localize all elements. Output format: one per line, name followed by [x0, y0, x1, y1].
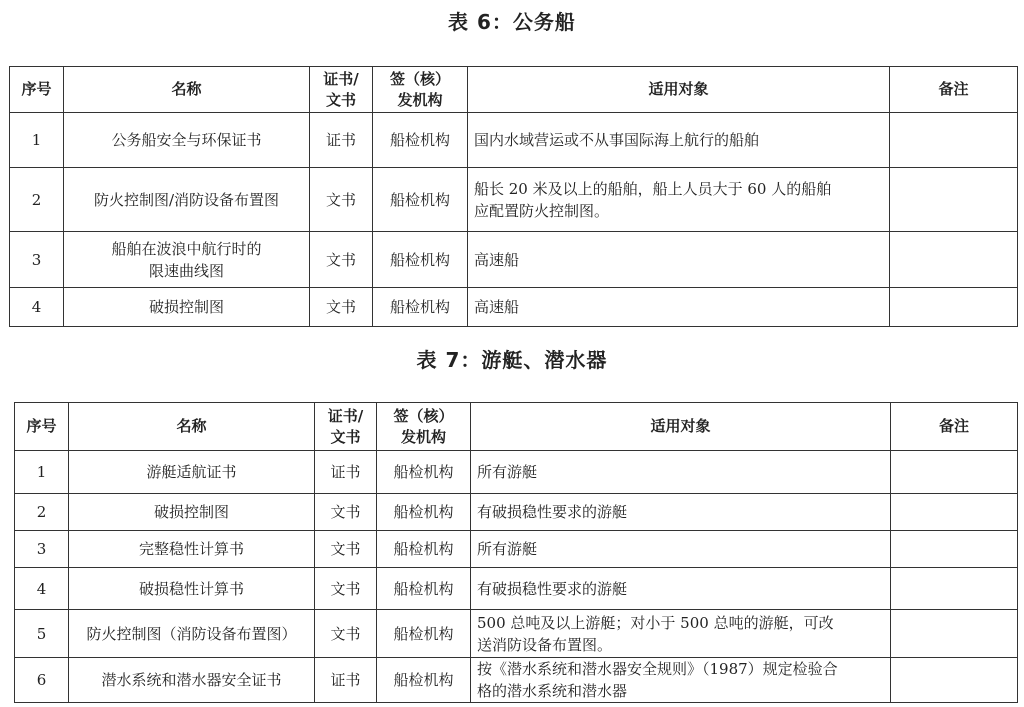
row-type: 证书: [310, 113, 373, 168]
table-row: [15, 494, 1018, 531]
header-type-line2: 文书: [330, 427, 361, 446]
row-type: 文书: [315, 494, 377, 531]
row-remarks: [891, 451, 1018, 494]
table-row: [15, 658, 1018, 703]
header-name: 名称: [69, 403, 315, 451]
row-name: 防火控制图（消防设备布置图）: [69, 610, 315, 658]
row-index: 4: [10, 288, 64, 327]
table-row: [15, 610, 1018, 658]
row-scope-line1: 按《潜水系统和潜水器安全规则》（1987）规定检验合: [477, 660, 838, 678]
row-name: [64, 232, 310, 288]
row-name: 破损控制图: [69, 494, 315, 531]
table-header-row: [15, 403, 1018, 451]
row-scope: 高速船: [468, 288, 890, 327]
row-issuer: 船检机构: [377, 494, 471, 531]
header-issuer: [377, 403, 471, 451]
row-issuer: 船检机构: [377, 658, 471, 703]
header-scope: 适用对象: [468, 67, 890, 113]
row-scope: 有破损稳性要求的游艇: [471, 494, 891, 531]
row-scope: [471, 610, 891, 658]
row-name-line2: 限速曲线图: [148, 261, 224, 280]
header-index: 序号: [10, 67, 64, 113]
row-scope: [471, 658, 891, 703]
row-issuer: 船检机构: [377, 610, 471, 658]
table-row: [10, 288, 1018, 327]
row-index: 1: [15, 451, 69, 494]
row-remarks: [890, 232, 1018, 288]
row-issuer: 船检机构: [373, 113, 468, 168]
header-issuer-line2: 发机构: [400, 427, 446, 446]
row-remarks: [891, 658, 1018, 703]
row-name: 破损稳性计算书: [69, 568, 315, 610]
row-name: 公务船安全与环保证书: [64, 113, 310, 168]
row-type: 文书: [315, 568, 377, 610]
header-type: [315, 403, 377, 451]
row-index: 5: [15, 610, 69, 658]
row-name-line1: 船舶在波浪中航行时的: [111, 239, 262, 258]
table-row: [15, 451, 1018, 494]
row-remarks: [891, 568, 1018, 610]
row-name: 破损控制图: [64, 288, 310, 327]
header-issuer-line1: 签（核）: [389, 69, 450, 88]
row-scope: 所有游艇: [471, 451, 891, 494]
row-scope-line2: 应配置防火控制图。: [474, 201, 610, 220]
row-remarks: [890, 288, 1018, 327]
table-row: [15, 531, 1018, 568]
row-issuer: 船检机构: [373, 288, 468, 327]
row-scope: 所有游艇: [471, 531, 891, 568]
row-scope: [468, 168, 890, 232]
row-name: 游艇适航证书: [69, 451, 315, 494]
row-type: 证书: [315, 451, 377, 494]
row-index: 4: [15, 568, 69, 610]
row-remarks: [891, 610, 1018, 658]
row-type: 文书: [310, 232, 373, 288]
row-remarks: [891, 531, 1018, 568]
row-scope-line1: 500 总吨及以上游艇；对小于 500 总吨的游艇，可改: [477, 613, 834, 632]
table-7-title: 表 7：游艇、潜水器: [416, 348, 608, 372]
row-issuer: 船检机构: [377, 568, 471, 610]
table-row: [15, 568, 1018, 610]
row-remarks: [890, 113, 1018, 168]
table-row: [10, 113, 1018, 168]
row-scope: 国内水域营运或不从事国际海上航行的船舶: [468, 113, 890, 168]
header-type: [310, 67, 373, 113]
row-type: 文书: [315, 531, 377, 568]
table-header-row: [10, 67, 1018, 113]
row-issuer: 船检机构: [377, 531, 471, 568]
row-name: 防火控制图/消防设备布置图: [64, 168, 310, 232]
row-index: 2: [10, 168, 64, 232]
row-type: 文书: [310, 288, 373, 327]
row-index: 1: [10, 113, 64, 168]
row-name: 潜水系统和潜水器安全证书: [69, 658, 315, 703]
row-type: 证书: [315, 658, 377, 703]
row-name: 完整稳性计算书: [69, 531, 315, 568]
row-index: 3: [10, 232, 64, 288]
header-name: 名称: [64, 67, 310, 113]
row-type: 文书: [310, 168, 373, 232]
header-issuer-line2: 发机构: [397, 90, 443, 109]
row-scope: 高速船: [468, 232, 890, 288]
row-scope-line2: 送消防设备布置图。: [477, 635, 613, 654]
table-7: [14, 402, 1018, 703]
header-type-line2: 文书: [325, 90, 356, 109]
table-row: [10, 168, 1018, 232]
row-issuer: 船检机构: [377, 451, 471, 494]
row-index: 2: [15, 494, 69, 531]
row-index: 3: [15, 531, 69, 568]
header-scope: 适用对象: [471, 403, 891, 451]
row-index: 6: [15, 658, 69, 703]
row-scope-line2: 格的潜水系统和潜水器: [477, 682, 628, 700]
table-6-title: 表 6：公务船: [448, 10, 576, 34]
row-issuer: 船检机构: [373, 168, 468, 232]
row-scope: 有破损稳性要求的游艇: [471, 568, 891, 610]
header-remarks: 备注: [890, 67, 1018, 113]
header-index: 序号: [15, 403, 69, 451]
header-issuer: [373, 67, 468, 113]
table-row: [10, 232, 1018, 288]
row-remarks: [891, 494, 1018, 531]
table-6: [9, 66, 1018, 327]
header-remarks: 备注: [891, 403, 1018, 451]
header-type-line1: 证书/: [323, 69, 359, 88]
row-remarks: [890, 168, 1018, 232]
header-type-line1: 证书/: [327, 406, 364, 425]
row-issuer: 船检机构: [373, 232, 468, 288]
row-type: 文书: [315, 610, 377, 658]
row-scope-line1: 船长 20 米及以上的船舶，船上人员大于 60 人的船舶: [474, 179, 832, 198]
header-issuer-line1: 签（核）: [393, 406, 454, 425]
